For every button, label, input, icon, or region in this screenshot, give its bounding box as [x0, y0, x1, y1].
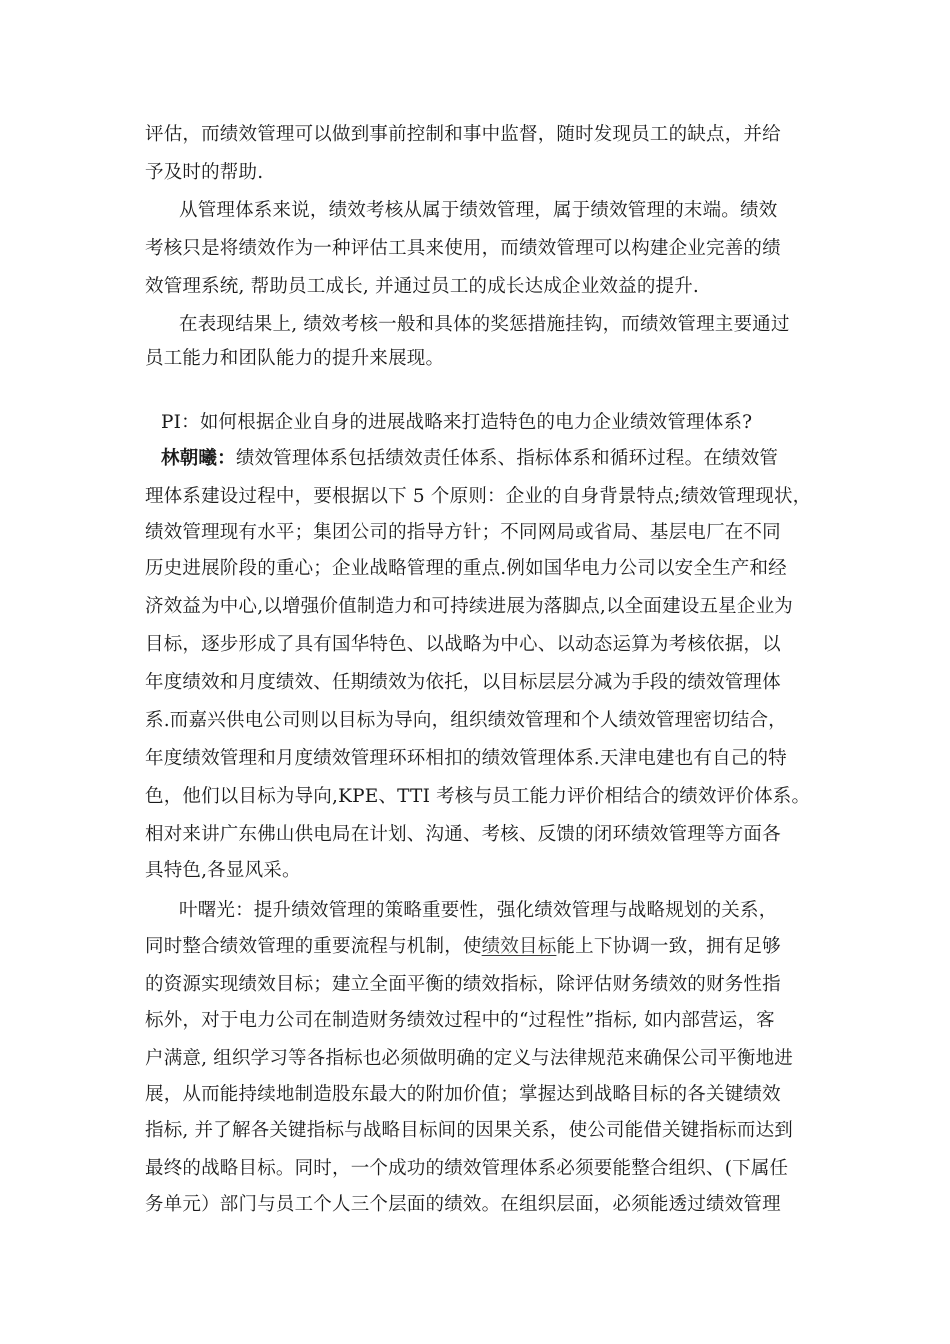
answer-first-line: [161, 444, 778, 474]
paragraph-line: 相对来讲广东佛山供电局在计划、沟通、考核、反馈的闭环绩效管理等方面各: [145, 824, 781, 845]
paragraph-line: 的资源实现绩效目标；建立全面平衡的绩效指标，除评估财务绩效的财务性指: [145, 974, 781, 995]
paragraph-line: 年度绩效管理和月度绩效管理环环相扣的绩效管理体系.天津电建也有自己的特: [145, 748, 787, 769]
paragraph-line: 标外，对于电力公司在制造财务绩效过程中的“过程性”指标, 如内部营运，客: [145, 1010, 775, 1031]
paragraph-line: 色，他们以目标为导向,KPE、TTI 考核与员工能力评价相结合的绩效评价体系。: [145, 786, 811, 807]
paragraph-line: 绩效管理现有水平；集团公司的指导方针；不同网局或省局、基层电厂在不同: [145, 522, 781, 543]
paragraph-line: 指标, 并了解各关键指标与战略目标间的因果关系，使公司能借关键指标而达到: [145, 1120, 793, 1141]
paragraph-line: 户满意, 组织学习等各指标也必须做明确的定义与法律规范来确保公司平衡地进: [145, 1048, 793, 1069]
paragraph-line: 目标，逐步形成了具有国华特色、以战略为中心、以动态运算为考核依据，以: [145, 634, 781, 655]
paragraph-line: 济效益为中心,以增强价值制造力和可持续进展为落脚点,以全面建设五星企业为: [145, 596, 793, 617]
paragraph-line: 考核只是将绩效作为一种评估工具来使用，而绩效管理可以构建企业完善的绩: [145, 238, 781, 259]
paragraph-line: 历史进展阶段的重心；企业战略管理的重点.例如国华电力公司以安全生产和经: [145, 558, 787, 579]
paragraph-line: 展，从而能持续地制造股东最大的附加价值；掌握达到战略目标的各关键绩效: [145, 1084, 781, 1105]
paragraph-line: 在表现结果上, 绩效考核一般和具体的奖惩措施挂钩，而绩效管理主要通过: [179, 314, 790, 335]
text-segment: 能上下协调一致，拥有足够: [556, 936, 781, 957]
paragraph-line: 最终的战略目标。同时，一个成功的绩效管理体系必须要能整合组织、(下属任: [145, 1158, 789, 1179]
paragraph-line: 员工能力和团队能力的提升来展现。: [145, 348, 445, 369]
text-segment: 同时整合绩效管理的重要流程与机制，使: [145, 936, 482, 957]
paragraph-line: 系.而嘉兴供电公司则以目标为导向，组织绩效管理和个人绩效管理密切结合，: [145, 710, 787, 731]
interview-question: PI：如何根据企业自身的进展战略来打造特色的电力企业绩效管理体系?: [161, 412, 753, 433]
performance-goal-link[interactable]: 绩效目标: [481, 936, 557, 957]
paragraph-line: 评估，而绩效管理可以做到事前控制和事中监督，随时发现员工的缺点，并给: [145, 124, 781, 145]
paragraph-line: 理体系建设过程中，要根据以下 5 个原则：企业的自身背景特点;绩效管理现状，: [145, 486, 812, 507]
paragraph-line: 务单元）部门与员工个人三个层面的绩效。在组织层面，必须能透过绩效管理: [145, 1194, 781, 1215]
answer-text: 绩效管理体系包括绩效责任体系、指标体系和循环过程。在绩效管: [235, 448, 779, 469]
paragraph-line: 从管理体系来说，绩效考核从属于绩效管理，属于绩效管理的末端。绩效: [179, 200, 778, 221]
paragraph-line: 效管理系统, 帮助员工成长, 并通过员工的成长达成企业效益的提升.: [145, 276, 700, 297]
speaker-name: 林朝曦：: [161, 448, 236, 469]
paragraph-line: 予及时的帮助.: [145, 162, 264, 183]
paragraph-line: 具特色,各显风采。: [145, 860, 301, 881]
paragraph-line: 叶曙光：提升绩效管理的策略重要性，强化绩效管理与战略规划的关系，: [179, 900, 778, 921]
paragraph-line: 年度绩效和月度绩效、任期绩效为依托，以目标层层分减为手段的绩效管理体: [145, 672, 781, 693]
paragraph-line: [145, 932, 781, 962]
